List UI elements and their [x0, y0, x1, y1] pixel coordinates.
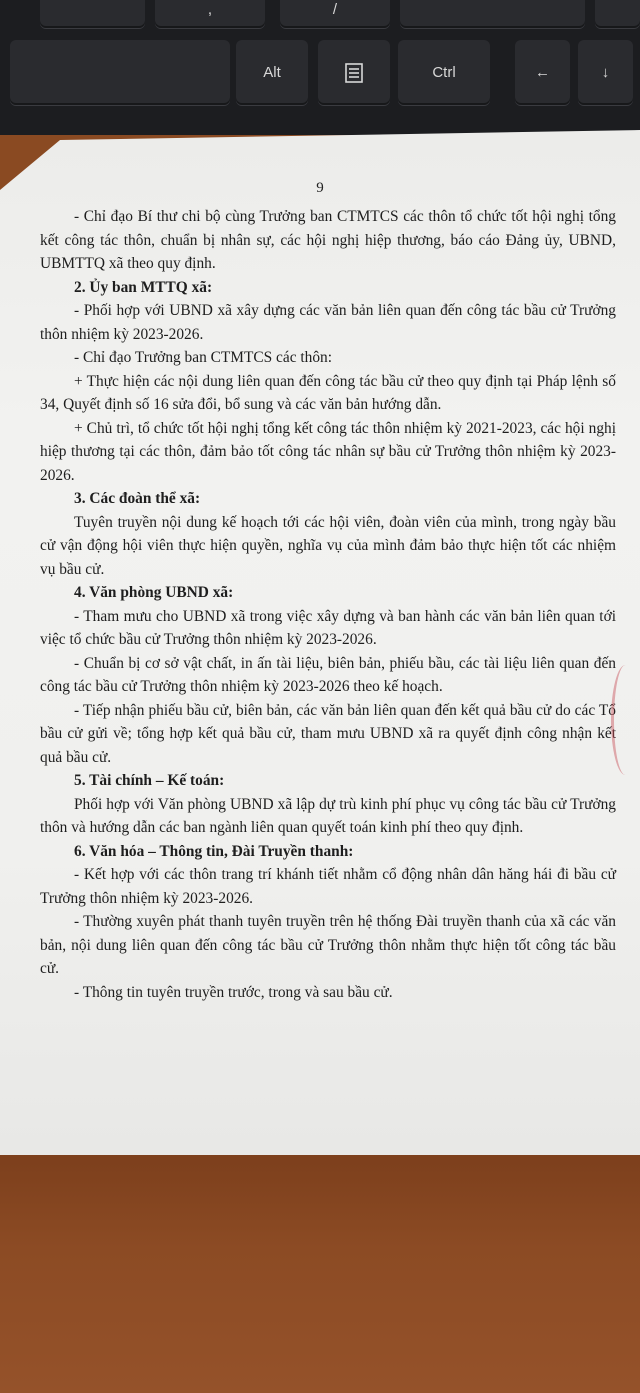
- key-ctrl[interactable]: Ctrl: [398, 40, 490, 105]
- key-left-arrow[interactable]: ←: [515, 40, 570, 105]
- section-heading: 2. Ủy ban MTTQ xã:: [74, 278, 213, 296]
- paragraph: - Thường xuyên phát thanh tuyên truyền trên hệ thống Đài truyền thanh của xã các văn bản, nội dung liên quan đến công tác bầu cử Trưởng thôn nhằm thực hiện tốt công tác bầu cử.: [40, 913, 616, 977]
- paragraph: - Kết hợp với các thôn trang trí khánh tiết nhằm cổ động nhân dân hăng hái đi bầu cử Trưởng thôn nhiệm kỳ 2023-2026.: [40, 866, 616, 907]
- wooden-table: [0, 1152, 640, 1393]
- key-blank-right[interactable]: [400, 0, 585, 28]
- paragraph: + Chủ trì, tổ chức tốt hội nghị tổng kết công tác thôn nhiệm kỳ 2021-2023, các hội nghị hiệp thương tại các thôn, đảm bảo tốt công tác nhân sự bầu cử Trưởng thôn nhiệm kỳ 2023-2026.: [40, 419, 616, 484]
- key-blank-left[interactable]: [40, 0, 145, 28]
- red-stamp-edge: [611, 665, 640, 775]
- page-number: 9: [316, 180, 324, 196]
- paragraph: + Thực hiện các nội dung liên quan đến công tác bầu cử theo quy định tại Pháp lệnh số 34, Quyết định số 16 sửa đổi, bổ sung và các văn bản hướng dẫn.: [40, 372, 616, 413]
- paragraph: Phối hợp với Văn phòng UBND xã lập dự trù kinh phí phục vụ công tác bầu cử Trưởng thôn và hướng dẫn các ban ngành liên quan quyết toán kinh phí theo quy định.: [40, 795, 616, 836]
- paragraph: - Phối hợp với UBND xã xây dựng các văn bản liên quan đến công tác bầu cử Trưởng thôn nhiệm kỳ 2023-2026.: [40, 302, 616, 343]
- document-body: [40, 205, 616, 1004]
- keyboard: [0, 0, 640, 135]
- paragraph: - Chuẩn bị cơ sở vật chất, in ấn tài liệu, biên bản, phiếu bầu, các tài liệu liên quan đến công tác bầu cử Trưởng thôn nhiệm kỳ 2023-2026 theo kế hoạch.: [40, 654, 616, 695]
- section-heading: 4. Văn phòng UBND xã:: [74, 584, 234, 601]
- section-heading: 5. Tài chính – Kế toán:: [74, 772, 225, 789]
- paragraph: - Thông tin tuyên truyền trước, trong và sau bầu cử.: [74, 983, 393, 1001]
- menu-key-icon: [345, 63, 363, 83]
- key-blank-row2[interactable]: [10, 40, 230, 105]
- paragraph: Tuyên truyền nội dung kế hoạch tới các hội viên, đoàn viên của mình, trong ngày bầu cử vận động hội viên thực hiện quyền, nghĩa vụ của mình đảm bảo thực hiện tốt các nhiệm vụ bầu cử.: [40, 513, 616, 578]
- section-heading: 6. Văn hóa – Thông tin, Đài Truyền thanh:: [74, 842, 354, 860]
- key-down-arrow[interactable]: ↓: [578, 40, 633, 105]
- paragraph: - Chỉ đạo Trưởng ban CTMTCS các thôn:: [74, 349, 333, 366]
- key-slash[interactable]: /: [280, 0, 390, 28]
- paragraph: - Chỉ đạo Bí thư chi bộ cùng Trưởng ban CTMTCS các thôn tổ chức tốt hội nghị tổng kết công tác thôn, chuẩn bị nhân sự, các hội nghị hiệp thương, báo cáo Đảng ủy, UBND, UBMTTQ xã theo quy định.: [40, 208, 616, 272]
- key-alt[interactable]: Alt: [236, 40, 308, 105]
- paragraph: - Tham mưu cho UBND xã trong việc xây dựng và ban hành các văn bản liên quan tới việc tổ chức bầu cử Trưởng thôn nhiệm kỳ 2023-2026.: [40, 607, 616, 648]
- section-heading: 3. Các đoàn thể xã:: [74, 490, 201, 507]
- key-menu[interactable]: [318, 40, 390, 105]
- key-corner[interactable]: [595, 0, 640, 28]
- key-comma[interactable]: ,: [155, 0, 265, 28]
- paragraph: - Tiếp nhận phiếu bầu cử, biên bản, các văn bản liên quan đến kết quả bầu cử do các Tổ bầu cử gửi về; tổng hợp kết quả bầu cử, tham mưu UBND xã ra quyết định công nhận kết quả bầu cử.: [40, 701, 616, 766]
